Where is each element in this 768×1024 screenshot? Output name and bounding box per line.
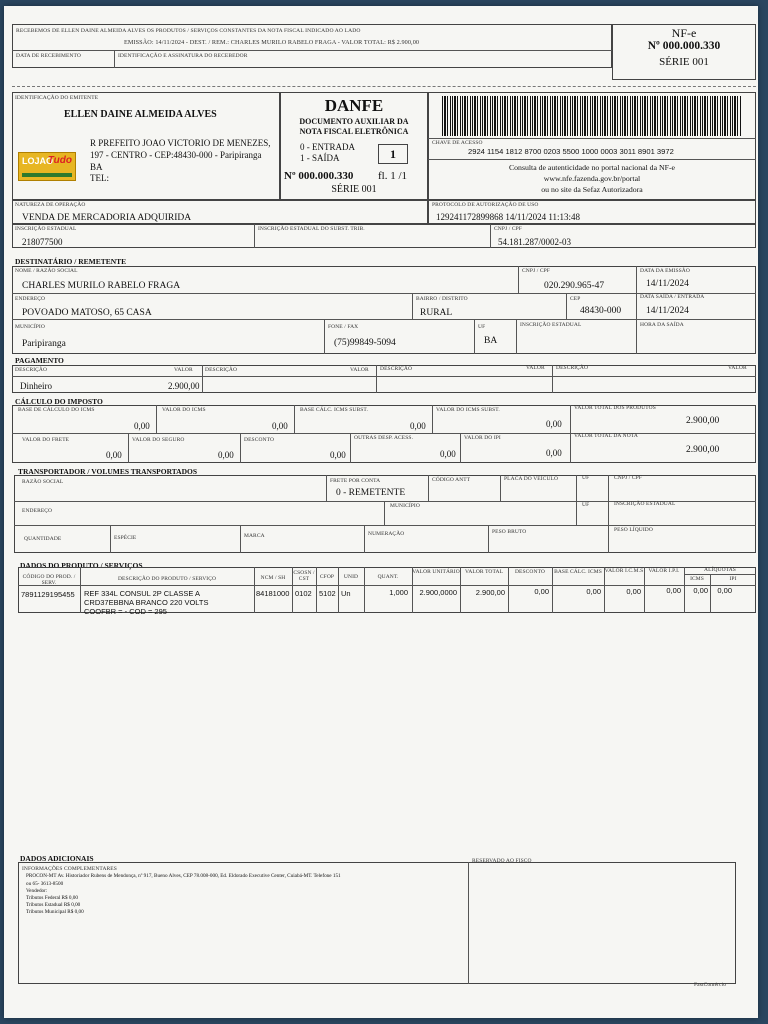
pag-descricao3-label: DESCRIÇÃO bbox=[380, 366, 413, 372]
info-line5: Tributos Estadual R$ 0,00 bbox=[26, 902, 81, 908]
placa-label: PLACA DO VEÍCULO bbox=[504, 476, 559, 482]
ie-row-box bbox=[12, 224, 756, 248]
prod-h-vunit: VALOR UNITÁRIO bbox=[412, 569, 460, 575]
danfe-number: Nº 000.000.330 bbox=[284, 170, 354, 182]
dest-municipio-label: MUNICÍPIO bbox=[15, 324, 45, 330]
peso-bruto-label: PESO BRUTO bbox=[492, 529, 527, 535]
imposto-section: CÁLCULO DO IMPOSTO bbox=[15, 397, 103, 406]
prod-h-aliquotas: ALÍQUOTAS bbox=[704, 567, 736, 573]
info-line6: Tributos Municipal R$ 0,00 bbox=[26, 909, 84, 915]
dest-endereco-label: ENDEREÇO bbox=[15, 296, 46, 302]
frete-conta-label: FRETE POR CONTA bbox=[330, 478, 381, 484]
dest-cep-value: 48430-000 bbox=[580, 306, 622, 316]
imposto-box bbox=[12, 405, 756, 463]
software-footer: FastComércio bbox=[694, 982, 727, 988]
canhoto-nfe-title: NF-e bbox=[671, 26, 697, 40]
transporte-section: TRANSPORTADOR / VOLUMES TRANSPORTADOS bbox=[18, 467, 198, 476]
frete-label: VALOR DO FRETE bbox=[22, 437, 70, 443]
pag-descricao-label: DESCRIÇÃO bbox=[15, 367, 48, 373]
desconto-value: 0,00 bbox=[330, 450, 346, 460]
dest-cnpj-label: CNPJ / CPF bbox=[522, 268, 550, 274]
seguro-label: VALOR DO SEGURO bbox=[132, 437, 185, 443]
dest-fone-label: FONE / FAX bbox=[328, 324, 359, 330]
v-icms-label: VALOR DO ICMS bbox=[162, 407, 206, 413]
pagamento-section: PAGAMENTO bbox=[15, 356, 64, 365]
prod-h-quant: QUANT. bbox=[377, 574, 399, 580]
ie-label: INSCRIÇÃO ESTADUAL bbox=[15, 226, 77, 232]
pag-valor-label: VALOR bbox=[174, 367, 193, 373]
v-nota-value: 2.900,00 bbox=[686, 445, 720, 455]
prod-descricao2: CRD37EBBNA BRANCO 220 VOLTS bbox=[84, 598, 209, 607]
data-emissao-label: DATA DA EMISSÃO bbox=[640, 268, 690, 274]
info-line1: PROCON-MT Av. Historiador Rubens de Mendonça, nº 917, Bueno Alves, CEP 78.008-000, Ed. Eldorado Executive Center, Cuiabá-MT. Telefone 151 bbox=[26, 873, 341, 879]
seguro-value: 0,00 bbox=[218, 450, 234, 460]
natureza-label: NATUREZA DE OPERAÇÃO bbox=[15, 202, 86, 208]
prod-h-unid: UNID bbox=[343, 574, 359, 580]
bc-icms-label: BASE DE CÁLCULO DO ICMS bbox=[18, 407, 95, 413]
dest-bairro-label: BAIRRO / DISTRITO bbox=[416, 296, 468, 302]
consulta-line1: Consulta de autenticidade no portal nacional da NF-e bbox=[508, 163, 676, 172]
adicionais-section: DADOS ADICIONAIS bbox=[20, 854, 94, 863]
consulta-line3: ou no site da Sefaz Autorizadora bbox=[541, 185, 643, 194]
v-icms-value: 0,00 bbox=[272, 421, 288, 431]
dest-ie-label: INSCRIÇÃO ESTADUAL bbox=[520, 322, 582, 328]
pag-descricao2-label: DESCRIÇÃO bbox=[205, 367, 238, 373]
emitente-address3: BA bbox=[90, 162, 103, 172]
v-st-label: VALOR DO ICMS SUBST. bbox=[436, 407, 500, 413]
prod-h-vtotal: VALOR TOTAL bbox=[464, 569, 504, 575]
pag-valor-value: 2.900,00 bbox=[168, 381, 200, 391]
outras-value: 0,00 bbox=[440, 449, 456, 459]
reservado-fisco-label: RESERVADO AO FISCO bbox=[472, 858, 532, 864]
canhoto-line1: RECEBEMOS DE ELLEN DAINE ALMEIDA ALVES OS PRODUTOS / SERVIÇOS CONSTANTES DA NOTA FISCAL INDICADO AO LADO bbox=[16, 28, 361, 34]
chave-value: 2924 1154 1812 8700 0203 5500 1000 0003 3011 8901 3972 bbox=[468, 147, 674, 156]
protocolo-value: 129241172899868 14/11/2024 11:13:48 bbox=[436, 212, 580, 222]
prod-h-vicms: VALOR I.C.M.S bbox=[604, 568, 644, 574]
canhoto-line2: EMISSÃO: 14/11/2024 - DEST. / REM.: CHARLES MURILO RABELO FRAGA - VALOR TOTAL: R$ 2.900,00 bbox=[124, 39, 420, 46]
assinatura-label: IDENTIFICAÇÃO E ASSINATURA DO RECEBEDOR bbox=[118, 53, 248, 59]
antt-label: CÓDIGO ANTT bbox=[432, 477, 471, 483]
dest-nome-label: NOME / RAZÃO SOCIAL bbox=[15, 268, 78, 274]
transp-uf-label: UF bbox=[582, 475, 590, 481]
store-logo: LOJAO Tudo bbox=[18, 152, 76, 181]
v-prod-value: 2.900,00 bbox=[686, 416, 720, 426]
consulta-line2: www.nfe.fazenda.gov.br/portal bbox=[543, 174, 641, 183]
prod-descricao1: REF 334L CONSUL 2P CLASSE A bbox=[84, 589, 201, 598]
prod-aliq-ipi: 0,00 bbox=[717, 586, 732, 595]
prod-h-descricao: DESCRIÇÃO DO PRODUTO / SERVIÇO bbox=[117, 576, 217, 582]
marca-label: MARCA bbox=[244, 533, 265, 539]
adicionais-box bbox=[18, 862, 736, 984]
protocolo-label: PROTOCOLO DE AUTORIZAÇÃO DE USO bbox=[432, 202, 539, 208]
info-line4: Tributos Federal R$ 0,00 bbox=[26, 895, 78, 901]
prod-h-codigo: CÓDIGO DO PROD. / SERV. bbox=[22, 574, 76, 586]
danfe-title: DANFE bbox=[324, 96, 384, 115]
dest-cnpj-value: 020.290.965-47 bbox=[544, 281, 605, 291]
transp-uf2-label: UF bbox=[582, 502, 590, 508]
prod-unid: Un bbox=[341, 589, 351, 598]
cnpj-emitente-label: CNPJ / CPF bbox=[494, 226, 522, 232]
produtos-section: DADOS DO PRODUTO / SERVIÇOS bbox=[20, 561, 143, 570]
prod-h-desconto: DESCONTO bbox=[514, 569, 546, 575]
data-recebimento-label: DATA DE RECEBIMENTO bbox=[16, 53, 81, 59]
bc-st-label: BASE CÁLC. ICMS SUBST. bbox=[300, 407, 368, 413]
ipi-label: VALOR DO IPI bbox=[464, 435, 501, 441]
prod-h-cfop: CFOP bbox=[319, 574, 335, 580]
prod-vipi: 0,00 bbox=[666, 586, 681, 595]
emitente-address2: 197 - CENTRO - CEP:48430-000 - Paripiranga bbox=[90, 150, 262, 160]
bc-st-value: 0,00 bbox=[410, 421, 426, 431]
dest-uf-value: BA bbox=[484, 336, 498, 346]
transp-municipio-label: MUNICÍPIO bbox=[390, 503, 420, 509]
info-line3: Vendedor: bbox=[26, 888, 48, 894]
canhoto-nfe-number: Nº 000.000.330 bbox=[647, 40, 721, 52]
transporte-box bbox=[14, 475, 756, 553]
data-saida-label: DATA SAÍDA / ENTRADA bbox=[640, 294, 705, 300]
chave-barcode bbox=[442, 96, 742, 136]
natureza-value: VENDA DE MERCADORIA ADQUIRIDA bbox=[22, 213, 192, 223]
dest-uf-label: UF bbox=[478, 324, 486, 330]
danfe-subtitle1: DOCUMENTO AUXILIAR DA bbox=[299, 117, 409, 126]
emitente-address1: R PREFEITO JOAO VICTORIO DE MENEZES, bbox=[90, 138, 271, 148]
danfe-tipo: 1 bbox=[390, 147, 396, 161]
prod-vtotal: 2.900,00 bbox=[475, 588, 505, 597]
dest-nome-value: CHARLES MURILO RABELO FRAGA bbox=[22, 281, 181, 291]
prod-bcicms: 0,00 bbox=[586, 587, 601, 596]
prod-desconto: 0,00 bbox=[534, 587, 549, 596]
emitente-name: ELLEN DAINE ALMEIDA ALVES bbox=[64, 109, 217, 120]
quantidade-label: QUANTIDADE bbox=[24, 536, 62, 542]
dest-cep-label: CEP bbox=[570, 296, 581, 302]
transp-cnpj-label: CNPJ / CPF bbox=[614, 475, 642, 481]
dest-municipio-value: Paripiranga bbox=[22, 339, 66, 349]
prod-vicms: 0,00 bbox=[626, 587, 641, 596]
pag-descricao-value: Dinheiro bbox=[20, 381, 52, 391]
outras-label: OUTRAS DESP. ACESS. bbox=[354, 435, 414, 441]
prod-codigo: 7891129195455 bbox=[21, 590, 75, 599]
prod-h-aliq-icms: ICMS bbox=[690, 576, 704, 582]
prod-h-bcicms: BASE CÁLC. ICMS bbox=[554, 569, 602, 575]
peso-liquido-label: PESO LÍQUIDO bbox=[614, 527, 653, 533]
ie-st-label: INSCRIÇÃO ESTADUAL DO SUBST. TRIB. bbox=[258, 226, 365, 232]
prod-h-ncm: NCM / SH bbox=[260, 575, 286, 581]
frete-conta-value: 0 - REMETENTE bbox=[336, 488, 406, 498]
prod-h-vipi: VALOR I.P.I. bbox=[648, 568, 680, 574]
destinatario-section: DESTINATÁRIO / REMETENTE bbox=[15, 257, 127, 266]
danfe-document bbox=[4, 6, 758, 1018]
numeracao-label: NUMERAÇÃO bbox=[368, 531, 405, 537]
v-prod-label: VALOR TOTAL DOS PRODUTOS bbox=[574, 405, 656, 411]
emitente-section-label: IDENTIFICAÇÃO DO EMITENTE bbox=[15, 95, 99, 101]
prod-quant: 1,000 bbox=[389, 588, 408, 597]
v-nota-label: VALOR TOTAL DA NOTA bbox=[574, 433, 638, 439]
v-st-value: 0,00 bbox=[546, 419, 562, 429]
pag-valor2-label: VALOR bbox=[350, 367, 369, 373]
prod-descricao3: COOFBR = - COD = 295 bbox=[84, 607, 167, 616]
data-saida-value: 14/11/2024 bbox=[646, 306, 689, 316]
danfe-serie: SÉRIE 001 bbox=[331, 184, 377, 195]
ie-value: 218077500 bbox=[22, 237, 63, 247]
danfe-folha: fl. 1 /1 bbox=[378, 170, 408, 182]
canhoto-nfe-serie: SÉRIE 001 bbox=[659, 56, 709, 68]
prod-aliq-icms: 0,00 bbox=[693, 586, 708, 595]
chave-label: CHAVE DE ACESSO bbox=[432, 140, 483, 146]
desconto-label: DESCONTO bbox=[244, 437, 275, 443]
transp-endereco-label: ENDEREÇO bbox=[22, 508, 53, 514]
dest-endereco-value: POVOADO MATOSO, 65 CASA bbox=[22, 308, 152, 318]
hora-saida-label: HORA DA SAÍDA bbox=[640, 322, 684, 328]
dest-bairro-value: RURAL bbox=[420, 308, 453, 318]
prod-h-csosn: CSOSN / CST bbox=[293, 570, 315, 582]
pag-valor4-label: VALOR bbox=[728, 365, 747, 371]
bc-icms-value: 0,00 bbox=[134, 421, 150, 431]
cnpj-emitente-value: 54.181.287/0002-03 bbox=[498, 237, 571, 247]
prod-vunit: 2.900,0000 bbox=[419, 588, 457, 597]
prod-ncm: 84181000 bbox=[256, 589, 290, 598]
danfe-entrada: 0 - ENTRADA bbox=[300, 142, 355, 152]
danfe-subtitle2: NOTA FISCAL ELETRÔNICA bbox=[299, 127, 409, 136]
prod-h-aliq-ipi: IPI bbox=[729, 576, 737, 582]
ipi-value: 0,00 bbox=[546, 448, 562, 458]
info-compl-label: INFORMAÇÕES COMPLEMENTARES bbox=[22, 866, 117, 872]
dest-fone-value: (75)99849-5094 bbox=[334, 338, 396, 348]
data-emissao-value: 14/11/2024 bbox=[646, 279, 689, 289]
especie-label: ESPÉCIE bbox=[114, 535, 137, 541]
info-line2: ou 65- 3613-8500 bbox=[26, 881, 64, 887]
razao-social-label: RAZÃO SOCIAL bbox=[22, 479, 64, 485]
pag-valor3-label: VALOR bbox=[526, 365, 545, 371]
pag-descricao4-label: DESCRIÇÃO bbox=[556, 365, 589, 371]
danfe-saida: 1 - SAÍDA bbox=[300, 153, 340, 163]
prod-csosn: 0102 bbox=[295, 589, 312, 598]
transp-ie-label: INSCRIÇÃO ESTADUAL bbox=[614, 501, 676, 507]
prod-cfop: 5102 bbox=[319, 589, 336, 598]
frete-value: 0,00 bbox=[106, 450, 122, 460]
emitente-address4: TEL: bbox=[90, 173, 109, 183]
